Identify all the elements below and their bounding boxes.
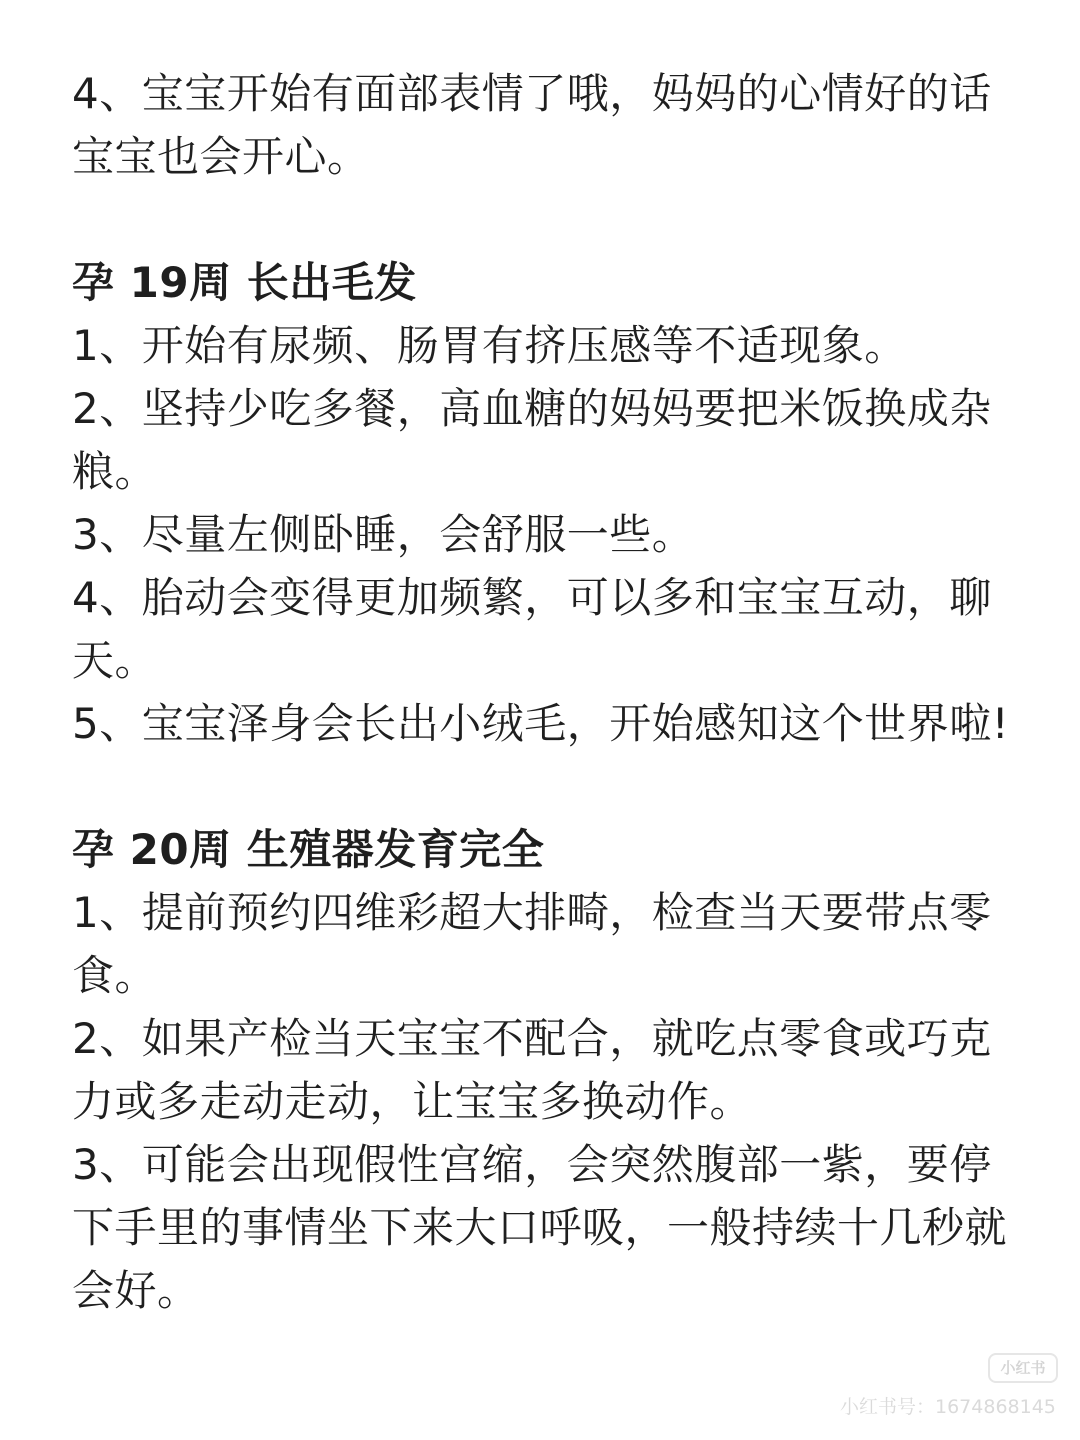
week20-item-2: 2、如果产检当天宝宝不配合，就吃点零食或巧克力或多走动走动，让宝宝多换动作。 [72,1014,992,1126]
week20-heading: 孕 20周 生殖器发育完全 [72,825,545,874]
section-gap [72,188,1022,251]
watermark-logo: 小红书 [988,1353,1058,1383]
week19-item-2: 2、坚持少吃多餐，高血糖的妈妈要把米饭换成杂粮。 [72,384,992,496]
section-gap [72,755,1022,818]
watermark-id: 小红书号：1674868145 [840,1396,1056,1418]
note-content [72,62,1022,1322]
week20-item-1: 1、提前预约四维彩超大排畸，检查当天要带点零食。 [72,888,992,1000]
week19-item-3: 3、尽量左侧卧睡，会舒服一些。 [72,510,695,559]
week19-item-4: 4、胎动会变得更加频繁，可以多和宝宝互动，聊天。 [72,573,992,685]
week19-heading: 孕 19周 长出毛发 [72,258,417,307]
intro-item-4: 4、宝宝开始有面部表情了哦，妈妈的心情好的话宝宝也会开心。 [72,69,992,181]
week19-item-5: 5、宝宝泽身会长出小绒毛，开始感知这个世界啦! [72,699,1010,748]
week19-item-1: 1、开始有尿频、肠胃有挤压感等不适现象。 [72,321,907,370]
week20-item-3: 3、可能会出现假性宫缩，会突然腹部一紫，要停下手里的事情坐下来大口呼吸，一般持续十几秒就会好。 [72,1140,1008,1315]
